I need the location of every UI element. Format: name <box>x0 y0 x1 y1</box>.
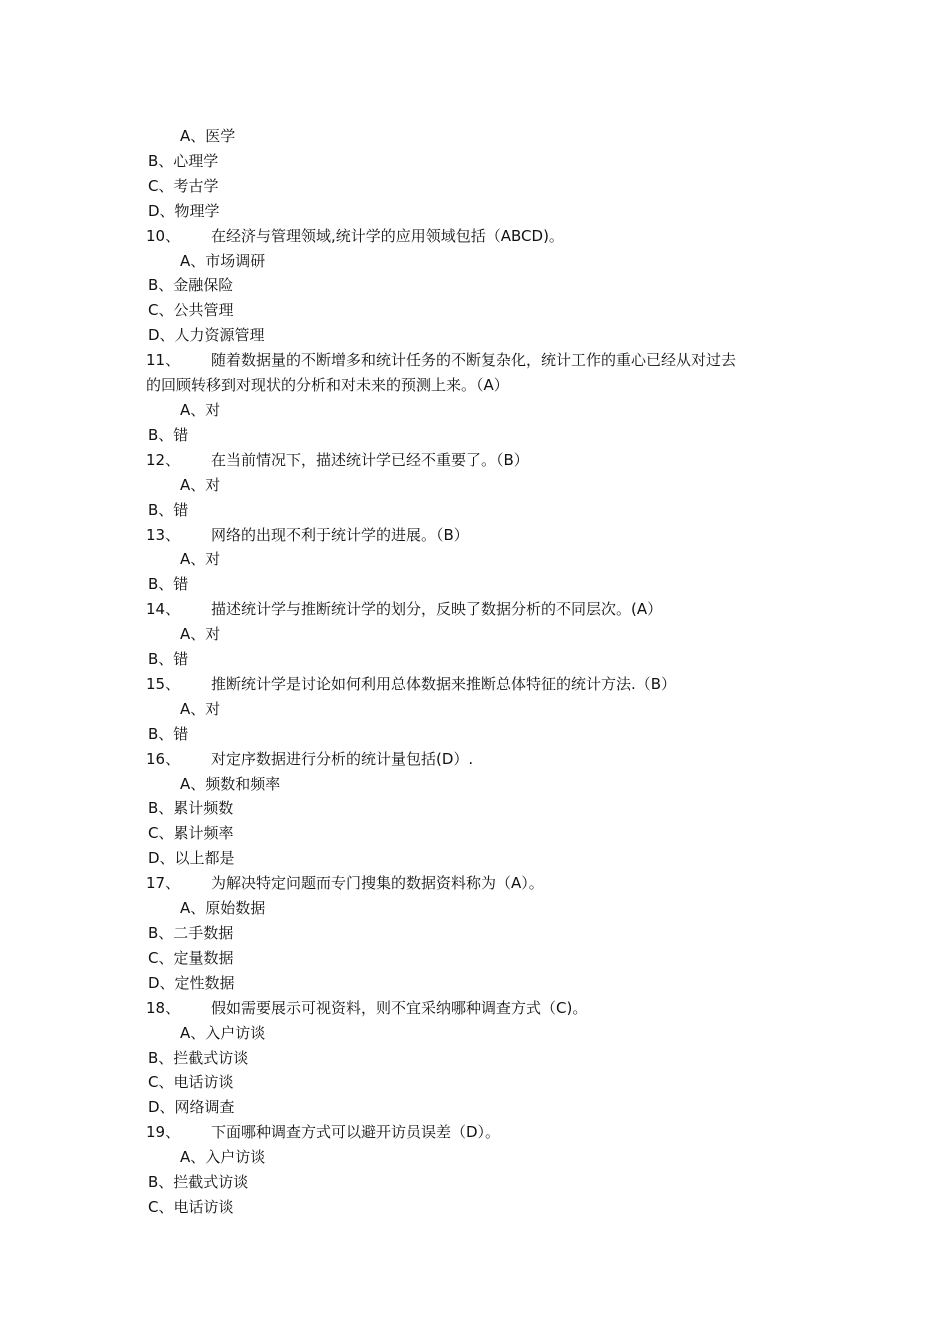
answer-option: A、医学 <box>180 127 236 145</box>
answer-option: D、以上都是 <box>148 849 235 868</box>
question-item <box>146 224 816 249</box>
answer-option: D、网络调查 <box>148 1098 235 1117</box>
question-item <box>146 348 816 398</box>
question-text: 下面哪种调查方式可以避开访员误差（D）。 <box>211 1123 501 1142</box>
answer-option: B、金融保险 <box>148 276 234 295</box>
answer-option: A、入户访谈 <box>180 1023 266 1042</box>
answer-option: C、电话访谈 <box>148 1197 234 1216</box>
question-text: 在当前情况下，描述统计学已经不重要了。（B） <box>211 450 529 469</box>
question-number: 17、 <box>146 874 181 893</box>
answer-option: A、对 <box>180 625 221 644</box>
answer-option: A、入户访谈 <box>180 1148 266 1167</box>
answer-option: B、累计频数 <box>148 799 234 818</box>
answer-option: D、定性数据 <box>148 973 235 992</box>
answer-option: A、对 <box>180 550 221 569</box>
question-item <box>146 1120 816 1145</box>
answer-option: A、频数和频率 <box>180 774 281 793</box>
question-number: 11、 <box>146 351 181 370</box>
question-number: 10、 <box>146 226 181 245</box>
answer-option: C、电话访谈 <box>148 1073 234 1092</box>
question-item <box>146 448 816 473</box>
answer-option: B、心理学 <box>148 151 219 170</box>
question-item <box>146 747 816 772</box>
question-number: 13、 <box>146 525 181 544</box>
answer-option: B、二手数据 <box>148 924 234 942</box>
answer-option: C、定量数据 <box>148 948 234 967</box>
answer-option: D、人力资源管理 <box>148 326 265 345</box>
answer-option: B、拦截式访谈 <box>148 1173 249 1192</box>
question-number: 18、 <box>146 998 181 1017</box>
answer-option: A、原始数据 <box>180 899 266 918</box>
question-text: 推断统计学是讨论如何利用总体数据来推断总体特征的统计方法.（B） <box>211 674 677 693</box>
answer-option: A、市场调研 <box>180 251 266 270</box>
question-text: 随着数据量的不断增多和统计任务的不断复杂化，统计工作的重心已经从对过去 <box>211 351 737 370</box>
question-text: 为解决特定问题而专门搜集的数据资料称为（A）。 <box>211 874 544 893</box>
answer-option: B、错 <box>148 650 189 669</box>
question-number: 14、 <box>146 600 181 619</box>
question-item <box>146 523 816 548</box>
answer-option: B、错 <box>148 425 189 444</box>
answer-option: B、拦截式访谈 <box>148 1048 249 1067</box>
question-text-continued: 的回顾转移到对现状的分析和对未来的预测上来。（A） <box>146 376 509 395</box>
question-item <box>146 672 816 697</box>
question-text: 假如需要展示可视资料，则不宜采纳哪种调查方式（C)。 <box>211 998 588 1017</box>
question-number: 12、 <box>146 450 181 469</box>
document-body <box>146 124 816 1220</box>
question-text: 网络的出现不利于统计学的进展。（B） <box>211 525 469 544</box>
answer-option: B、错 <box>148 500 189 519</box>
question-number: 16、 <box>146 749 181 768</box>
answer-option: A、对 <box>180 699 221 718</box>
answer-option: D、物理学 <box>148 201 220 220</box>
answer-option: A、对 <box>180 475 221 494</box>
question-text: 描述统计学与推断统计学的划分，反映了数据分析的不同层次。(A） <box>211 600 663 619</box>
answer-option: C、公共管理 <box>148 301 234 320</box>
answer-option: A、对 <box>180 400 221 419</box>
answer-option: B、错 <box>148 724 189 743</box>
answer-option: C、累计频率 <box>148 824 234 843</box>
question-number: 15、 <box>146 674 181 693</box>
question-item <box>146 597 816 622</box>
question-item <box>146 871 816 896</box>
question-text: 对定序数据进行分析的统计量包括(D）. <box>211 749 474 768</box>
question-number: 19、 <box>146 1123 181 1142</box>
answer-option: C、考古学 <box>148 176 219 195</box>
question-item <box>146 996 816 1021</box>
question-text: 在经济与管理领域,统计学的应用领域包括（ABCD)。 <box>211 226 564 245</box>
answer-option: B、错 <box>148 575 189 594</box>
